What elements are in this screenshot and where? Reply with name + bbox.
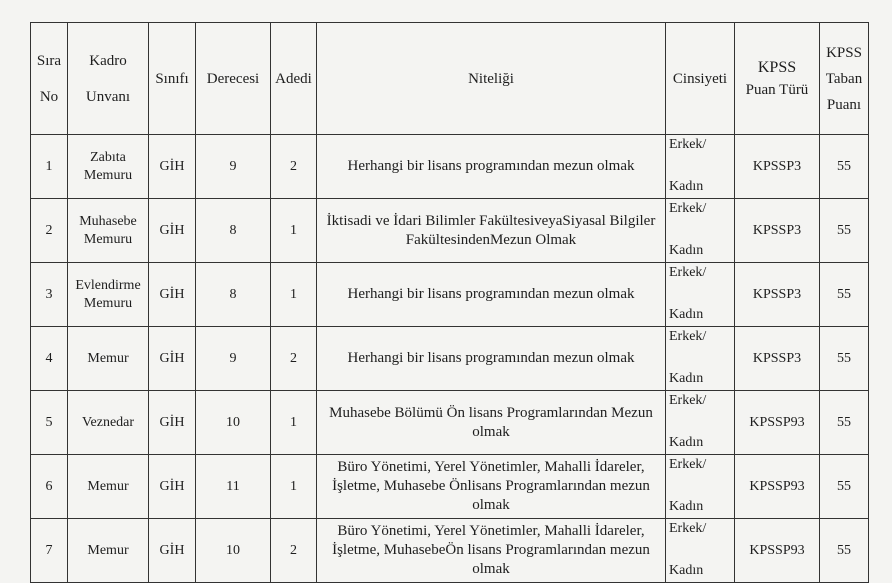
cell-no: 3 xyxy=(31,263,68,327)
cell-derece: 9 xyxy=(196,135,271,199)
table-row xyxy=(31,455,869,519)
cell-cinsiyet xyxy=(666,391,735,455)
cell-derece: 8 xyxy=(196,263,271,327)
cell-unvan-line: Veznedar xyxy=(81,414,135,430)
cell-no: 4 xyxy=(31,327,68,391)
cell-unvan-line: Memuru xyxy=(83,295,133,311)
cell-derece: 9 xyxy=(196,327,271,391)
cell-sinif: GİH xyxy=(149,327,196,391)
header-cinsiyeti: Cinsiyeti xyxy=(666,23,735,135)
cell-no: 5 xyxy=(31,391,68,455)
cell-adet: 1 xyxy=(271,263,317,327)
cell-unvan xyxy=(68,455,149,519)
header-derecesi: Derecesi xyxy=(196,23,271,135)
cell-cinsiyet xyxy=(666,327,735,391)
table-row xyxy=(31,135,869,199)
cell-taban: 55 xyxy=(820,519,869,583)
cell-sinif: GİH xyxy=(149,391,196,455)
cell-derece: 11 xyxy=(196,455,271,519)
cell-nitelik: Muhasebe Bölümü Ön lisans Programlarından Mezun olmak xyxy=(317,391,666,455)
cinsiyet-bottom: Kadın xyxy=(669,499,704,514)
header-row xyxy=(31,23,869,135)
cell-adet: 2 xyxy=(271,135,317,199)
cell-unvan xyxy=(68,135,149,199)
cell-puan: KPSSP3 xyxy=(735,263,820,327)
table-row xyxy=(31,263,869,327)
cell-unvan-line: Memuru xyxy=(83,167,133,183)
cinsiyet-top: Erkek/ xyxy=(669,265,707,280)
cell-sinif: GİH xyxy=(149,135,196,199)
cell-adet: 1 xyxy=(271,199,317,263)
positions-table xyxy=(30,22,869,583)
header-kadro: Kadro Unvanı xyxy=(68,23,149,135)
cell-adet: 2 xyxy=(271,519,317,583)
cinsiyet-bottom: Kadın xyxy=(669,179,704,194)
cell-derece: 10 xyxy=(196,519,271,583)
table-row xyxy=(31,327,869,391)
cell-taban: 55 xyxy=(820,263,869,327)
header-niteligi: Niteliği xyxy=(317,23,666,135)
cell-nitelik: Büro Yönetimi, Yerel Yönetimler, Mahalli İdareler, İşletme, MuhasebeÖn lisans Programlarından mezun olmak xyxy=(317,519,666,583)
cell-cinsiyet xyxy=(666,135,735,199)
table-row xyxy=(31,519,869,583)
cell-no: 7 xyxy=(31,519,68,583)
cinsiyet-top: Erkek/ xyxy=(669,201,707,216)
cinsiyet-top: Erkek/ xyxy=(669,137,707,152)
cell-sinif: GİH xyxy=(149,519,196,583)
cell-no: 1 xyxy=(31,135,68,199)
cell-adet: 1 xyxy=(271,455,317,519)
cell-taban: 55 xyxy=(820,199,869,263)
cell-taban: 55 xyxy=(820,135,869,199)
cell-adet: 2 xyxy=(271,327,317,391)
cell-no: 6 xyxy=(31,455,68,519)
cell-sinif: GİH xyxy=(149,199,196,263)
cell-no: 2 xyxy=(31,199,68,263)
cell-adet: 1 xyxy=(271,391,317,455)
cell-nitelik: Herhangi bir lisans programından mezun olmak xyxy=(317,263,666,327)
cell-unvan-line: Memur xyxy=(87,350,129,366)
cell-unvan-line: Memur xyxy=(87,478,129,494)
cell-cinsiyet xyxy=(666,199,735,263)
cell-nitelik: Herhangi bir lisans programından mezun olmak xyxy=(317,327,666,391)
cinsiyet-bottom: Kadın xyxy=(669,243,704,258)
cell-cinsiyet xyxy=(666,263,735,327)
cinsiyet-bottom: Kadın xyxy=(669,563,704,578)
cell-taban: 55 xyxy=(820,455,869,519)
cell-unvan-line: Memuru xyxy=(83,231,133,247)
cell-puan: KPSSP93 xyxy=(735,519,820,583)
cell-derece: 8 xyxy=(196,199,271,263)
header-sira: Sıra No xyxy=(31,23,68,135)
cell-unvan-line: Evlendirme xyxy=(75,277,141,293)
cell-puan: KPSSP3 xyxy=(735,327,820,391)
cell-cinsiyet xyxy=(666,455,735,519)
cell-unvan-line: Zabıta xyxy=(90,149,126,165)
header-sinifi: Sınıfı xyxy=(149,23,196,135)
cell-taban: 55 xyxy=(820,391,869,455)
cinsiyet-top: Erkek/ xyxy=(669,457,707,472)
cell-unvan xyxy=(68,519,149,583)
cell-puan: KPSSP3 xyxy=(735,135,820,199)
cell-unvan xyxy=(68,199,149,263)
header-puan-turu: KPSS Puan Türü xyxy=(735,23,820,135)
table-row xyxy=(31,199,869,263)
cell-sinif: GİH xyxy=(149,263,196,327)
cell-nitelik: Büro Yönetimi, Yerel Yönetimler, Mahalli İdareler, İşletme, Muhasebe Önlisans Programlarından mezun olmak xyxy=(317,455,666,519)
cell-puan: KPSSP93 xyxy=(735,455,820,519)
cinsiyet-top: Erkek/ xyxy=(669,521,707,536)
table-row xyxy=(31,391,869,455)
header-taban: KPSS Taban Puanı xyxy=(820,23,869,135)
cell-unvan-line: Muhasebe xyxy=(79,213,137,229)
cinsiyet-bottom: Kadın xyxy=(669,435,704,450)
cell-nitelik: İktisadi ve İdari Bilimler FakültesiveyaSiyasal Bilgiler FakültesindenMezun Olmak xyxy=(317,199,666,263)
cell-derece: 10 xyxy=(196,391,271,455)
cinsiyet-top: Erkek/ xyxy=(669,329,707,344)
cell-puan: KPSSP3 xyxy=(735,199,820,263)
cell-unvan-line: Memur xyxy=(87,542,129,558)
cell-unvan xyxy=(68,327,149,391)
cinsiyet-top: Erkek/ xyxy=(669,393,707,408)
cinsiyet-bottom: Kadın xyxy=(669,371,704,386)
cell-unvan xyxy=(68,391,149,455)
header-adedi: Adedi xyxy=(271,23,317,135)
cell-nitelik: Herhangi bir lisans programından mezun olmak xyxy=(317,135,666,199)
cell-unvan xyxy=(68,263,149,327)
cinsiyet-bottom: Kadın xyxy=(669,307,704,322)
cell-cinsiyet xyxy=(666,519,735,583)
cell-puan: KPSSP93 xyxy=(735,391,820,455)
cell-sinif: GİH xyxy=(149,455,196,519)
cell-taban: 55 xyxy=(820,327,869,391)
